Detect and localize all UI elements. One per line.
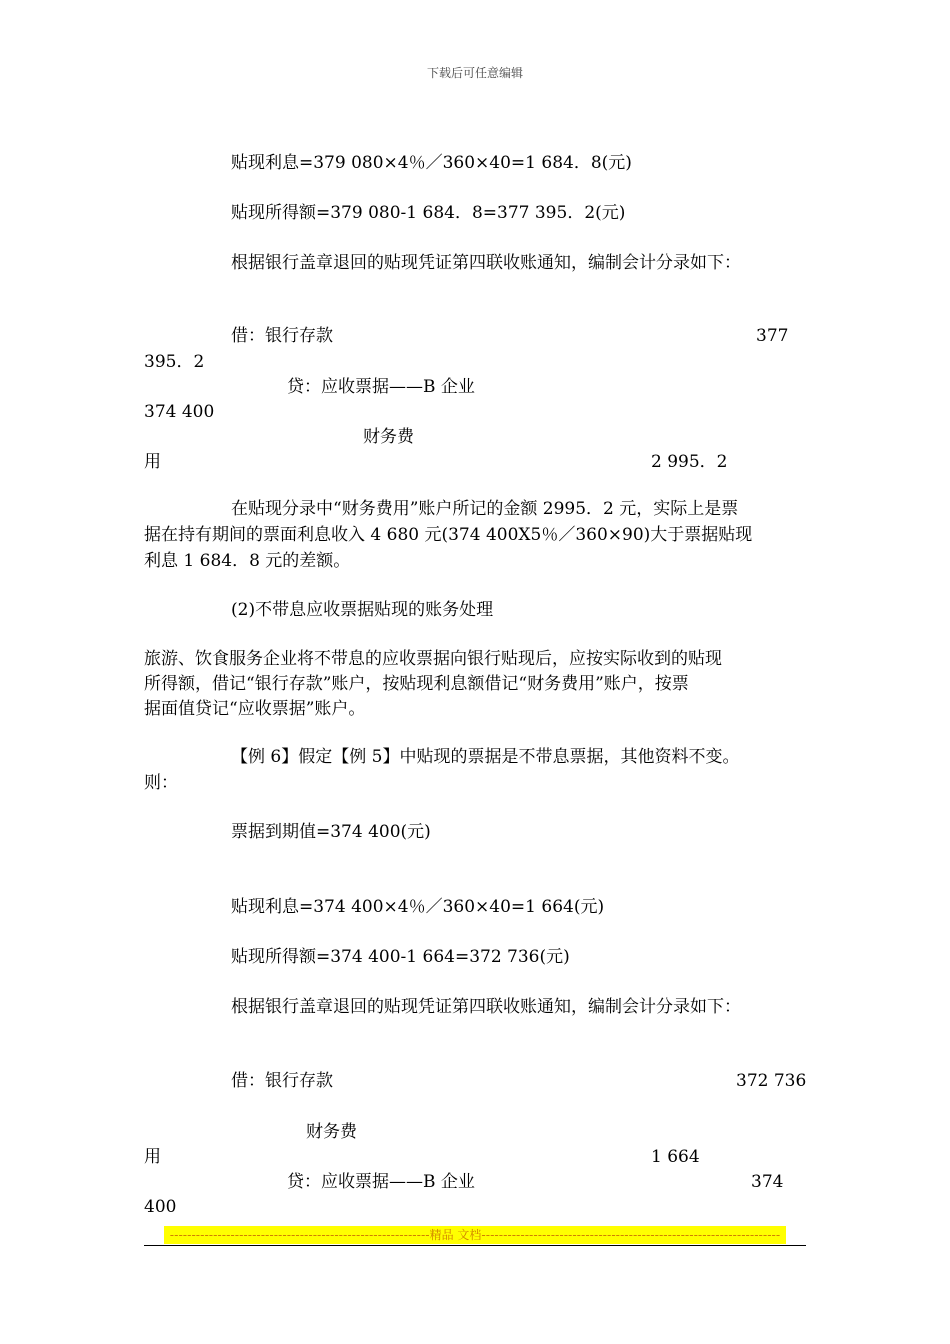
entry-expense-account: 财务费 <box>306 1122 357 1142</box>
entry-debit-amount: 372 736 <box>736 1071 807 1091</box>
entry-credit-amount-cont: 400 <box>144 1197 177 1217</box>
paragraph-line: 所得额，借记“银行存款”账户，按贴现利息额借记“财务费用”账户，按票 <box>144 674 689 694</box>
text-line: 贴现利息=379 080×4％／360×40=1 684．8(元) <box>231 153 632 173</box>
paragraph-line: 旅游、饮食服务企业将不带息的应收票据向银行贴现后，应按实际收到的贴现 <box>144 649 722 669</box>
entry-credit-account: 贷：应收票据——B 企业 <box>287 377 475 397</box>
text-line: 根据银行盖章退回的贴现凭证第四联收账通知，编制会计分录如下： <box>231 253 741 273</box>
page-header: 下载后可任意编辑 <box>426 66 523 80</box>
paragraph-line: 据在持有期间的票面利息收入 4 680 元(374 400X5％／360×90)大于票据贴现 <box>144 525 753 545</box>
example-line: 则： <box>144 773 178 793</box>
paragraph-line: 据面值贷记“应收票据”账户。 <box>144 699 366 719</box>
text-line: 贴现所得额=374 400-1 664=372 736(元) <box>231 947 570 967</box>
section-heading: (2)不带息应收票据贴现的账务处理 <box>231 600 494 620</box>
entry-credit-account: 贷：应收票据——B 企业 <box>287 1172 475 1192</box>
entry-debit-account: 借：银行存款 <box>231 1071 333 1091</box>
entry-expense-account: 财务费 <box>363 427 414 447</box>
entry-debit-amount: 377 <box>756 326 789 346</box>
entry-expense-account-cont: 用 <box>144 1147 161 1167</box>
text-line: 根据银行盖章退回的贴现凭证第四联收账通知，编制会计分录如下： <box>231 997 741 1017</box>
entry-credit-amount: 374 <box>751 1172 784 1192</box>
entry-debit-account: 借：银行存款 <box>231 326 333 346</box>
footer-banner: ------------------------------------------------------------精品 文档--------------------------------------------------------------------- <box>164 1226 786 1244</box>
footer-divider <box>144 1245 806 1246</box>
paragraph-line: 利息 1 684．8 元的差额。 <box>144 551 351 571</box>
text-line: 票据到期值=374 400(元) <box>231 822 431 842</box>
example-line: 【例 6】假定【例 5】中贴现的票据是不带息票据，其他资料不变。 <box>231 747 740 767</box>
entry-expense-account-cont: 用 <box>144 452 161 472</box>
text-line: 贴现利息=374 400×4％／360×40=1 664(元) <box>231 897 605 917</box>
entry-expense-amount: 1 664 <box>651 1147 700 1167</box>
paragraph-line: 在贴现分录中“财务费用”账户所记的金额 2995．2 元，实际上是票 <box>231 499 739 519</box>
text-line: 贴现所得额=379 080-1 684．8=377 395．2(元) <box>231 203 626 223</box>
entry-debit-amount-cont: 395．2 <box>144 352 205 372</box>
entry-credit-amount: 374 400 <box>144 402 215 422</box>
entry-expense-amount: 2 995．2 <box>651 452 728 472</box>
